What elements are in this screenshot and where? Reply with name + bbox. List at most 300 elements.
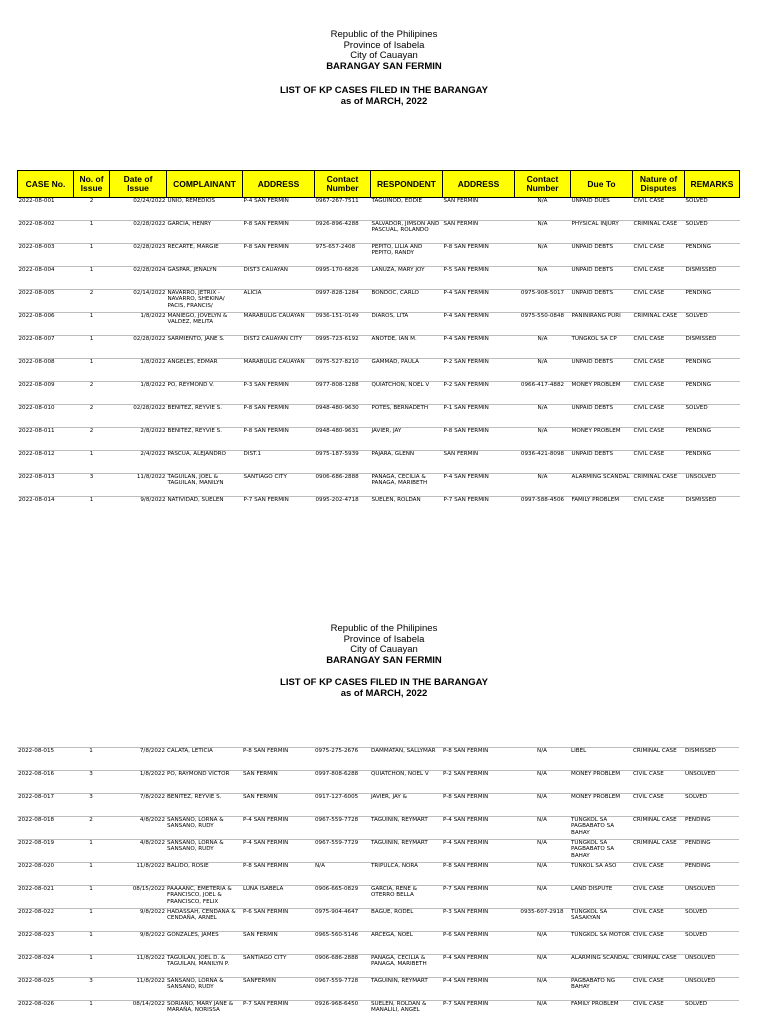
cell-contact-number: 0977-808-1288 (315, 382, 371, 405)
table-row (17, 909, 739, 932)
cell-respondent: SALVADOR, JIMSON AND PASCUAL, ROLANDO (371, 221, 443, 244)
cell-respondent-address: P-4 SAN FERMIN (442, 840, 514, 863)
table-row (17, 771, 739, 794)
cell-address: P-6 SAN FERMIN (242, 909, 314, 932)
cell-due-to: ALARMING SCANDAL (570, 955, 632, 978)
cell-date-of-issue: 2/4/2022 (110, 451, 167, 474)
cell-address: SANTIAGO CITY (243, 474, 315, 497)
cell-no-of-issue: 2 (74, 198, 110, 221)
cell-respondent-contact: N/A (515, 405, 571, 428)
cell-due-to: MONEY PROBLEM (570, 771, 632, 794)
cell-respondent-address: P-4 SAN FERMIN (443, 336, 515, 359)
cell-nature-of-disputes: CIVIL CASE (632, 771, 684, 794)
document-title-page-2 (0, 678, 768, 699)
cell-contact-number: 0917-127-6005 (314, 794, 370, 817)
cell-case-no: 2022-08-018 (17, 817, 73, 840)
cell-date-of-issue: 4/8/2022 (109, 840, 166, 863)
cell-case-no: 2022-08-015 (17, 748, 73, 771)
cell-respondent-address: P-7 SAN FERMIN (442, 1001, 514, 1024)
cell-no-of-issue: 2 (74, 290, 110, 313)
cell-address: DIST.1 (243, 451, 315, 474)
cell-address: P-4 SAN FERMIN (243, 198, 315, 221)
table-row (18, 451, 740, 474)
table-row (17, 886, 739, 909)
cell-remarks: PENDING (685, 382, 740, 405)
cell-respondent-contact: N/A (514, 932, 570, 955)
cell-case-no: 2022-08-005 (18, 290, 74, 313)
cell-address: SANFERMIN (242, 978, 314, 1001)
cell-respondent: TAGUININ, REYMART (370, 817, 442, 840)
table-row (17, 955, 739, 978)
cell-respondent-address: P-8 SAN FERMIN (442, 794, 514, 817)
cell-nature-of-disputes: CIVIL CASE (633, 497, 685, 520)
cell-respondent-contact: 0936-421-8098 (515, 451, 571, 474)
cell-case-no: 2022-08-012 (18, 451, 74, 474)
cell-date-of-issue: 08/14/2022 (109, 1001, 166, 1024)
cell-date-of-issue: 9/8/2022 (109, 909, 166, 932)
header-contact-number: Contact Number (315, 171, 371, 198)
cell-date-of-issue: 1/8/2022 (110, 313, 167, 336)
cell-contact-number: 0967-559-7728 (314, 817, 370, 840)
cell-respondent-address: P-4 SAN FERMIN (443, 290, 515, 313)
cell-respondent: DIAROS, LITA (371, 313, 443, 336)
cell-date-of-issue: 7/8/2022 (109, 794, 166, 817)
cell-address: LUNA ISABELA (242, 886, 314, 909)
cell-remarks: PENDING (685, 359, 740, 382)
cell-no-of-issue: 1 (73, 909, 109, 932)
cell-nature-of-disputes: CIVIL CASE (632, 932, 684, 955)
cell-no-of-issue: 1 (73, 1001, 109, 1024)
cell-complainant: NATIVIDAD, SUELEN (167, 497, 243, 520)
cell-case-no: 2022-08-008 (18, 359, 74, 382)
cell-complainant: GONZALES, JAMES (166, 932, 242, 955)
cell-respondent: QUIATCHON, NOEL V (370, 771, 442, 794)
cell-nature-of-disputes: CIVIL CASE (633, 428, 685, 451)
cell-nature-of-disputes: CIVIL CASE (633, 244, 685, 267)
cell-complainant: PO, REYMOND V. (167, 382, 243, 405)
cell-case-no: 2022-08-017 (17, 794, 73, 817)
cell-address: P-8 SAN FERMIN (242, 863, 314, 886)
cell-respondent-address: P-7 SAN FERMIN (443, 497, 515, 520)
cell-address: P-4 SAN FERMIN (242, 840, 314, 863)
cell-complainant: MANIEGO, JOVELYN & VALDEZ, MELITA (167, 313, 243, 336)
cell-date-of-issue: 02/24/2022 (110, 198, 167, 221)
cell-contact-number: 0995-202-4718 (315, 497, 371, 520)
table-row (17, 794, 739, 817)
cell-complainant: NAVARRO, JETRIX - NAVARRO, SHEKINA/ PACIS, FRANCIS/ (167, 290, 243, 313)
letterhead-province: Province of Isabela (343, 633, 425, 645)
cell-contact-number: 0995-170-6826 (315, 267, 371, 290)
cell-complainant: TAGUILAN, JOEL D. & TAGUILAN, MANILYN P. (166, 955, 242, 978)
cell-nature-of-disputes: CIVIL CASE (633, 405, 685, 428)
cell-remarks: PENDING (684, 840, 739, 863)
cell-respondent: GARCIA, RENE & OTERRO BELLA (370, 886, 442, 909)
cell-respondent-address: P-4 SAN FERMIN (443, 313, 515, 336)
letterhead-city: City of Cauayan (350, 644, 418, 655)
cell-remarks: SOLVED (684, 909, 739, 932)
cell-complainant: SORIANO, MARY JANE & MARAÑA, NORISSA (166, 1001, 242, 1024)
cell-due-to: MONEY PROBLEM (571, 428, 633, 451)
cell-respondent-contact: N/A (514, 978, 570, 1001)
cell-address: SAN FERMIN (242, 771, 314, 794)
cell-nature-of-disputes: CRIMINAL CASE (632, 817, 684, 840)
cell-due-to: TUNGKOL SA MOTOR (570, 932, 632, 955)
cell-date-of-issue: 4/8/2022 (109, 817, 166, 840)
cell-respondent: JAVIER, JAY & (370, 794, 442, 817)
cell-no-of-issue: 1 (74, 359, 110, 382)
cell-respondent-address: P-5 SAN FERMIN (443, 267, 515, 290)
table-row (18, 267, 740, 290)
table-row (18, 336, 740, 359)
cell-date-of-issue: 7/8/2022 (109, 748, 166, 771)
cell-address: SAN FERMIN (242, 932, 314, 955)
letterhead-barangay: BARANGAY SAN FERMIN (326, 654, 442, 666)
cell-respondent-contact: N/A (514, 1001, 570, 1024)
cell-contact-number: 0975-904-4647 (314, 909, 370, 932)
header-no-of-issue: No. of Issue (74, 171, 110, 198)
cell-respondent-address: P-8 SAN FERMIN (443, 244, 515, 267)
cell-respondent: TAGUINOD, EDDIE (371, 198, 443, 221)
cell-remarks: SOLVED (684, 932, 739, 955)
cell-due-to: MONEY PROBLEM (571, 382, 633, 405)
cell-complainant: SARMIENTO, JANE S. (167, 336, 243, 359)
cell-case-no: 2022-08-021 (17, 886, 73, 909)
cell-respondent-contact: N/A (515, 428, 571, 451)
cell-case-no: 2022-08-016 (17, 771, 73, 794)
cell-complainant: GASPAR, JENALYN (167, 267, 243, 290)
table-row (18, 359, 740, 382)
cell-respondent-address: P-8 SAN FERMIN (442, 748, 514, 771)
header-respondent-address: ADDRESS (443, 171, 515, 198)
cell-due-to: UNPAID DEBTS (571, 290, 633, 313)
cell-complainant: PASCUA, ALEJANDRO (167, 451, 243, 474)
cell-complainant: TAGUILAN, JOEL & TAGUILAN, MANILYN (167, 474, 243, 497)
cell-remarks: PENDING (685, 428, 740, 451)
cell-remarks: DISMISSED (685, 497, 740, 520)
cell-respondent-contact: 0975-908-5017 (515, 290, 571, 313)
cell-contact-number: 0967-559-7729 (314, 840, 370, 863)
header-address: ADDRESS (243, 171, 315, 198)
letterhead-page-2 (0, 624, 768, 666)
table-row (18, 313, 740, 336)
cell-remarks: PENDING (685, 451, 740, 474)
cell-respondent-address: P-4 SAN FERMIN (443, 474, 515, 497)
cell-date-of-issue: 1/8/2022 (109, 771, 166, 794)
title-line-2: as of MARCH, 2022 (340, 687, 428, 699)
cell-remarks: PENDING (685, 290, 740, 313)
table-row (18, 290, 740, 313)
title-line-1: LIST OF KP CASES FILED IN THE BARANGAY (280, 85, 488, 96)
cell-respondent-address: SAN FERMIN (443, 451, 515, 474)
table-row (17, 978, 739, 1001)
cases-table-page-2 (17, 747, 739, 1023)
table-row (18, 497, 740, 520)
cell-no-of-issue: 2 (73, 817, 109, 840)
cell-contact-number: 0975-275-2676 (314, 748, 370, 771)
cell-due-to: ALARMING SCANDAL (571, 474, 633, 497)
cell-date-of-issue: 02/14/2022 (110, 290, 167, 313)
cell-address: P-7 SAN FERMIN (243, 497, 315, 520)
cell-no-of-issue: 1 (74, 221, 110, 244)
cell-address: DIST2 CAUAYAN CITY (243, 336, 315, 359)
header-due-to: Due To (571, 171, 633, 198)
cell-contact-number: 0997-808-6288 (314, 771, 370, 794)
cell-complainant: PAAAANC, EMETERIA & FRANCISCO, JOEL & FRANCISCO, FELIX (166, 886, 242, 909)
cell-case-no: 2022-08-022 (17, 909, 73, 932)
cell-due-to: UNPAID DEBTS (571, 359, 633, 382)
cell-no-of-issue: 3 (73, 794, 109, 817)
table-row (18, 474, 740, 497)
cell-complainant: SANSANO, LORNA & SANSANO, RUDY (166, 840, 242, 863)
cell-case-no: 2022-08-019 (17, 840, 73, 863)
cell-due-to: TUNGKOL SA PAGBABATO SA BAHAY (570, 840, 632, 863)
cell-remarks: UNSOLVED (684, 978, 739, 1001)
cell-respondent-address: P-8 SAN FERMIN (442, 863, 514, 886)
cell-date-of-issue: 11/8/2022 (109, 978, 166, 1001)
header-date-of-issue: Date of Issue (110, 171, 167, 198)
cell-contact-number: 0926-968-6450 (314, 1001, 370, 1024)
cell-respondent-contact: 0935-607-2918 (514, 909, 570, 932)
cell-respondent-contact: N/A (515, 474, 571, 497)
cell-complainant: SANSANO, LORNA & SANSANO, RUDY (166, 817, 242, 840)
cell-due-to: LAND DISPUTE (570, 886, 632, 909)
cell-respondent-contact: 0975-550-0848 (515, 313, 571, 336)
cell-respondent-contact: 0966-417-4882 (515, 382, 571, 405)
cell-respondent: ARCEGA, NOEL (370, 932, 442, 955)
cell-no-of-issue: 1 (74, 313, 110, 336)
cell-case-no: 2022-08-001 (18, 198, 74, 221)
table-row (18, 428, 740, 451)
cell-address: P-7 SAN FERMIN (242, 1001, 314, 1024)
table-row (18, 198, 740, 221)
cell-no-of-issue: 1 (73, 840, 109, 863)
cell-date-of-issue: 02/28/2022 (110, 405, 167, 428)
table-body-page-1 (18, 198, 740, 520)
cell-nature-of-disputes: CIVIL CASE (633, 451, 685, 474)
cell-case-no: 2022-08-025 (17, 978, 73, 1001)
cell-respondent-address: SAN FERMIN (443, 198, 515, 221)
cell-date-of-issue: 1/8/2022 (110, 382, 167, 405)
cell-address: MARABULIG CAUAYAN (243, 313, 315, 336)
cell-case-no: 2022-08-006 (18, 313, 74, 336)
cell-due-to: PAGBABATO NG BAHAY (570, 978, 632, 1001)
cell-contact-number: 0936-151-0149 (315, 313, 371, 336)
cell-respondent: SUELEN, ROLDAN (371, 497, 443, 520)
cell-nature-of-disputes: CIVIL CASE (632, 909, 684, 932)
cell-complainant: BALIDO, ROSIE (166, 863, 242, 886)
cell-respondent-address: P-4 SAN FERMIN (442, 817, 514, 840)
cell-case-no: 2022-08-009 (18, 382, 74, 405)
cell-complainant: BENITEZ, REYVIE S. (166, 794, 242, 817)
cell-respondent-contact: N/A (515, 221, 571, 244)
cell-nature-of-disputes: CRIMINAL CASE (632, 840, 684, 863)
cell-respondent-address: P-3 SAN FERMIN (442, 909, 514, 932)
cell-no-of-issue: 3 (74, 474, 110, 497)
cell-no-of-issue: 1 (74, 497, 110, 520)
letterhead-republic: Republic of the Philipines (330, 29, 438, 40)
document-title (0, 86, 768, 107)
cell-nature-of-disputes: CIVIL CASE (632, 863, 684, 886)
cell-complainant: RECARTE, MARGIE (167, 244, 243, 267)
cell-remarks: SOLVED (685, 198, 740, 221)
cell-nature-of-disputes: CIVIL CASE (633, 290, 685, 313)
cell-nature-of-disputes: CIVIL CASE (633, 382, 685, 405)
cell-due-to: UNPAID DEBTS (571, 451, 633, 474)
cell-no-of-issue: 1 (74, 451, 110, 474)
header-respondent-contact: Contact Number (515, 171, 571, 198)
cell-respondent: PEPITO, LILIA AND PEPITO, RANDY (371, 244, 443, 267)
cell-respondent-address: P-4 SAN FERMIN (442, 978, 514, 1001)
cell-remarks: PENDING (684, 863, 739, 886)
cell-respondent: TAGUININ, REYMART (370, 840, 442, 863)
letterhead-barangay: BARANGAY SAN FERMIN (326, 60, 442, 72)
cell-respondent: SUELEN, ROLDAN & MANALILI, ANGEL (370, 1001, 442, 1024)
table-header-row (18, 171, 740, 198)
cell-respondent-contact: N/A (515, 244, 571, 267)
cell-address: SAN FERMIN (242, 794, 314, 817)
cell-complainant: ANGELES, EDMAR (167, 359, 243, 382)
header-case-no: CASE No. (18, 171, 74, 198)
cell-respondent: TRIPULCA, NORA (370, 863, 442, 886)
cell-respondent: BAGUE, RODEL (370, 909, 442, 932)
cell-address: P-8 SAN FERMIN (243, 428, 315, 451)
table-body-page-2 (17, 748, 739, 1024)
cell-address: P-3 SAN FERMIN (243, 382, 315, 405)
cell-nature-of-disputes: CIVIL CASE (633, 198, 685, 221)
cell-due-to: TUNGKOL SA SASAKYAN (570, 909, 632, 932)
cell-contact-number: 0975-187-5939 (315, 451, 371, 474)
cell-respondent-contact: N/A (515, 267, 571, 290)
cell-no-of-issue: 1 (73, 863, 109, 886)
cell-complainant: BENITEZ, REYVIE S. (167, 405, 243, 428)
cell-remarks: UNSOLVED (684, 955, 739, 978)
cell-respondent-address: P-7 SAN FERMIN (442, 886, 514, 909)
cell-no-of-issue: 1 (74, 244, 110, 267)
cell-date-of-issue: 02/28/2024 (110, 267, 167, 290)
cell-date-of-issue: 02/28/2022 (110, 221, 167, 244)
cell-nature-of-disputes: CIVIL CASE (633, 336, 685, 359)
cell-nature-of-disputes: CIVIL CASE (633, 267, 685, 290)
cell-respondent: LANUZA, MARY JOY (371, 267, 443, 290)
cell-due-to: TUNGKOL SA PAGBABATO SA BAHAY (570, 817, 632, 840)
cell-no-of-issue: 2 (74, 405, 110, 428)
cell-remarks: SOLVED (684, 1001, 739, 1024)
cell-remarks: SOLVED (685, 405, 740, 428)
cell-respondent-address: P-1 SAN FERMIN (443, 405, 515, 428)
cell-address: ALICIA (243, 290, 315, 313)
cell-respondent: PAJARA, GLENN (371, 451, 443, 474)
cell-respondent-contact: N/A (514, 955, 570, 978)
cell-date-of-issue: 9/8/2022 (109, 932, 166, 955)
table-row (17, 1001, 739, 1024)
cell-no-of-issue: 1 (74, 267, 110, 290)
cell-contact-number: 975-657-2408 (315, 244, 371, 267)
cell-case-no: 2022-08-007 (18, 336, 74, 359)
cell-respondent-contact: N/A (514, 748, 570, 771)
cases-table-page-1 (17, 170, 740, 519)
cell-contact-number: 0967-559-7728 (314, 978, 370, 1001)
cell-no-of-issue: 1 (73, 955, 109, 978)
cell-due-to: PANINIRANG PURI (571, 313, 633, 336)
cell-nature-of-disputes: CIVIL CASE (632, 1001, 684, 1024)
cell-contact-number: N/A (314, 863, 370, 886)
cell-case-no: 2022-08-014 (18, 497, 74, 520)
cell-respondent: TAGUININ, REYMART (370, 978, 442, 1001)
cell-respondent-address: P-2 SAN FERMIN (443, 359, 515, 382)
table-row (18, 244, 740, 267)
table-row (17, 840, 739, 863)
cell-no-of-issue: 2 (74, 382, 110, 405)
cell-remarks: SOLVED (684, 794, 739, 817)
cell-contact-number: 0965-560-5146 (314, 932, 370, 955)
cell-respondent-address: P-8 SAN FERMIN (443, 428, 515, 451)
cell-address: MARABULIG CAUAYAN (243, 359, 315, 382)
cell-respondent-address: P-6 SAN FERMIN (442, 932, 514, 955)
cell-respondent: QUIATCHON, NOEL V (371, 382, 443, 405)
cell-respondent: ANOTDE, IAN M. (371, 336, 443, 359)
cell-remarks: UNSOLVED (685, 474, 740, 497)
cell-due-to: FAMILY PROBLEM (571, 497, 633, 520)
cell-nature-of-disputes: CRIMINAL CASE (633, 474, 685, 497)
cell-respondent-contact: N/A (515, 336, 571, 359)
cell-address: P-8 SAN FERMIN (242, 748, 314, 771)
cell-remarks: SOLVED (685, 221, 740, 244)
cell-date-of-issue: 08/15/2022 (109, 886, 166, 909)
cell-respondent: JAVIER, JAY (371, 428, 443, 451)
cell-respondent-contact: N/A (514, 794, 570, 817)
cell-respondent-contact: N/A (515, 198, 571, 221)
cell-complainant: GARCIA, HENRY (167, 221, 243, 244)
cell-complainant: CALATA, LETICIA (166, 748, 242, 771)
cell-date-of-issue: 1/8/2022 (110, 359, 167, 382)
cell-address: P-4 SAN FERMIN (242, 817, 314, 840)
cell-due-to: UNPAID DEBTS (571, 405, 633, 428)
cell-date-of-issue: 2/8/2022 (110, 428, 167, 451)
cell-remarks: SOLVED (685, 313, 740, 336)
cell-no-of-issue: 3 (73, 771, 109, 794)
cell-date-of-issue: 02/28/2022 (110, 336, 167, 359)
cell-case-no: 2022-08-011 (18, 428, 74, 451)
header-nature-of-disputes: Nature of Disputes (633, 171, 685, 198)
cell-nature-of-disputes: CIVIL CASE (632, 978, 684, 1001)
title-line-1: LIST OF KP CASES FILED IN THE BARANGAY (280, 677, 488, 688)
cell-date-of-issue: 11/8/2022 (110, 474, 167, 497)
cell-case-no: 2022-08-023 (17, 932, 73, 955)
cell-contact-number: 0926-896-4288 (315, 221, 371, 244)
header-respondent: RESPONDENT (371, 171, 443, 198)
cell-due-to: MONEY PROBLEM (570, 794, 632, 817)
cell-due-to: LIBEL (570, 748, 632, 771)
cell-remarks: UNSOLVED (684, 886, 739, 909)
cell-contact-number: 0948-480-9631 (315, 428, 371, 451)
cell-remarks: PENDING (685, 244, 740, 267)
cell-complainant: BENITEZ, REYVIE S. (167, 428, 243, 451)
table-row (18, 405, 740, 428)
cell-respondent: PANAGA, CECILIA & PANAGA, MARIBETH (371, 474, 443, 497)
cell-nature-of-disputes: CIVIL CASE (632, 794, 684, 817)
cell-contact-number: 0906-686-2888 (315, 474, 371, 497)
cell-complainant: HADASSAH, CENDAÑA & CENDAÑA, ARNEL (166, 909, 242, 932)
cell-due-to: UNPAID DUES (571, 198, 633, 221)
cell-contact-number: 0995-723-6192 (315, 336, 371, 359)
cell-due-to: FAMILY PROBLEM (570, 1001, 632, 1024)
cell-respondent-contact: N/A (515, 359, 571, 382)
cell-nature-of-disputes: CRIMINAL CASE (632, 748, 684, 771)
cell-case-no: 2022-08-010 (18, 405, 74, 428)
cell-address: DIST3 CAUAYAN (243, 267, 315, 290)
cell-remarks: UNSOLVED (684, 771, 739, 794)
cell-contact-number: 0906-686-2888 (314, 955, 370, 978)
